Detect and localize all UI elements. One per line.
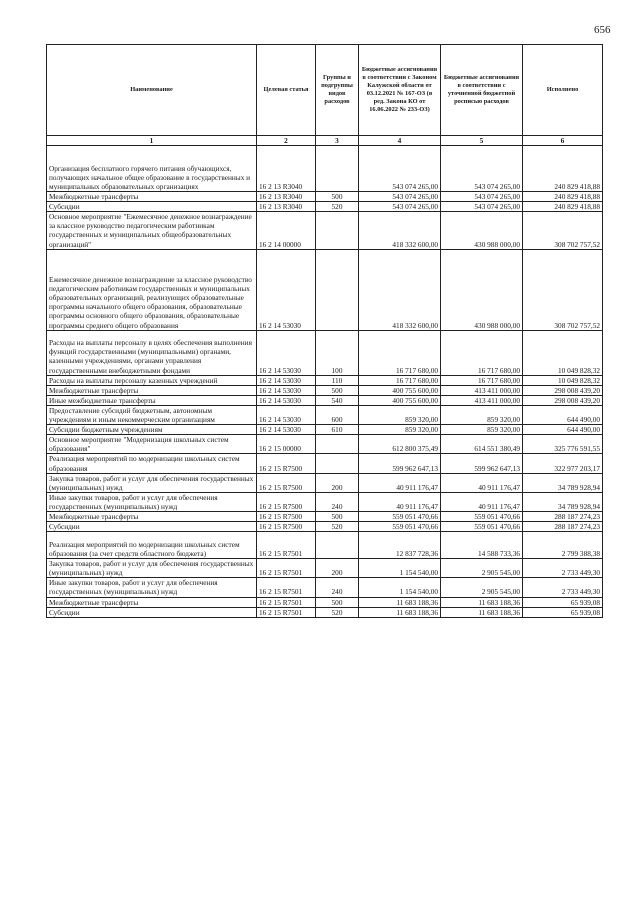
row-target-article: 16 2 15 00000	[257, 435, 316, 454]
table-row	[47, 375, 603, 385]
row-expense-group	[316, 146, 359, 192]
row-refined-amount: 11 683 188,36	[441, 597, 523, 607]
table-row	[47, 146, 603, 192]
row-plan-amount: 40 911 176,47	[359, 473, 441, 492]
row-expense-group: 500	[316, 192, 359, 202]
row-plan-amount: 12 837 728,36	[359, 532, 441, 559]
row-name: Основное мероприятие "Ежемесячное денежное вознаграждение за классное руководство педагогическим работникам государственных и муниципальных общеобразовательных организаций"	[47, 212, 257, 249]
row-executed-amount: 298 008 439,20	[523, 385, 603, 395]
row-refined-amount: 543 074 265,00	[441, 192, 523, 202]
row-plan-amount: 559 051 470,66	[359, 511, 441, 521]
row-plan-amount: 400 755 600,00	[359, 395, 441, 405]
table-row	[47, 435, 603, 454]
row-executed-amount: 240 829 418,88	[523, 146, 603, 192]
row-plan-amount: 859 320,00	[359, 425, 441, 435]
table-row	[47, 597, 603, 607]
row-name: Субсидии	[47, 522, 257, 532]
row-expense-group: 520	[316, 522, 359, 532]
row-plan-amount: 40 911 176,47	[359, 492, 441, 511]
row-target-article: 16 2 15 R7501	[257, 578, 316, 597]
row-target-article: 16 2 15 R7501	[257, 532, 316, 559]
row-plan-amount: 1 154 540,00	[359, 559, 441, 578]
row-expense-group	[316, 435, 359, 454]
table-row	[47, 532, 603, 559]
table-row	[47, 607, 603, 617]
column-number: 2	[257, 136, 316, 146]
row-expense-group	[316, 532, 359, 559]
row-executed-amount: 10 049 828,32	[523, 375, 603, 385]
row-name: Расходы на выплаты персоналу в целях обеспечения выполнения функций государственными (муниципальными) органами, казенными учреждениями, органами управления государственными внебюджетными фондами	[47, 330, 257, 375]
row-executed-amount: 65 939,08	[523, 607, 603, 617]
row-plan-amount: 543 074 265,00	[359, 146, 441, 192]
table-row	[47, 212, 603, 249]
row-refined-amount: 14 588 733,36	[441, 532, 523, 559]
row-target-article: 16 2 15 R7500	[257, 492, 316, 511]
row-expense-group	[316, 249, 359, 330]
row-refined-amount: 2 905 545,00	[441, 559, 523, 578]
row-expense-group: 240	[316, 578, 359, 597]
row-name: Межбюджетные трансферты	[47, 597, 257, 607]
page-number: 656	[594, 24, 611, 36]
column-number: 5	[441, 136, 523, 146]
row-expense-group: 540	[316, 395, 359, 405]
table-row	[47, 492, 603, 511]
row-executed-amount: 644 490,00	[523, 425, 603, 435]
row-expense-group: 520	[316, 202, 359, 212]
row-refined-amount: 413 411 000,00	[441, 385, 523, 395]
row-refined-amount: 16 717 680,00	[441, 375, 523, 385]
row-executed-amount: 65 939,08	[523, 597, 603, 607]
row-plan-amount: 599 962 647,13	[359, 454, 441, 473]
row-target-article: 16 2 14 53030	[257, 405, 316, 424]
row-target-article: 16 2 14 53030	[257, 385, 316, 395]
row-refined-amount: 11 683 188,36	[441, 607, 523, 617]
row-target-article: 16 2 14 53030	[257, 375, 316, 385]
row-executed-amount: 2 799 388,38	[523, 532, 603, 559]
table-row	[47, 559, 603, 578]
header-refined: Бюджетные ассигнования в соответствии с уточненной бюджетной росписью расходов	[441, 45, 523, 136]
row-executed-amount: 644 490,00	[523, 405, 603, 424]
table-row	[47, 330, 603, 375]
row-name: Иные закупки товаров, работ и услуг для обеспечения государственных (муниципальных) нужд	[47, 492, 257, 511]
row-name: Закупка товаров, работ и услуг для обеспечения государственных (муниципальных) нужд	[47, 559, 257, 578]
row-executed-amount: 298 008 439,20	[523, 395, 603, 405]
table-row	[47, 578, 603, 597]
row-plan-amount: 11 683 188,36	[359, 597, 441, 607]
row-plan-amount: 16 717 680,00	[359, 375, 441, 385]
row-name: Реализация мероприятий по модернизации школьных систем образования	[47, 454, 257, 473]
header-plan: Бюджетные ассигнования в соответствии с Законом Калужской области от 03.12.2021 № 167-ОЗ (в ред. Закона КО от 16.06.2022 № 233-ОЗ)	[359, 45, 441, 136]
row-refined-amount: 40 911 176,47	[441, 473, 523, 492]
row-plan-amount: 543 074 265,00	[359, 202, 441, 212]
row-executed-amount: 240 829 418,88	[523, 192, 603, 202]
row-executed-amount: 240 829 418,88	[523, 202, 603, 212]
row-name: Основное мероприятие "Модернизация школьных систем образования"	[47, 435, 257, 454]
column-number-row	[47, 136, 603, 146]
row-executed-amount: 308 702 757,52	[523, 212, 603, 249]
row-expense-group	[316, 454, 359, 473]
row-refined-amount: 543 074 265,00	[441, 146, 523, 192]
row-refined-amount: 599 962 647,13	[441, 454, 523, 473]
table-row	[47, 249, 603, 330]
row-plan-amount: 1 154 540,00	[359, 578, 441, 597]
row-refined-amount: 559 051 470,66	[441, 522, 523, 532]
row-plan-amount: 418 332 600,00	[359, 212, 441, 249]
row-name: Расходы на выплаты персоналу казенных учреждений	[47, 375, 257, 385]
row-executed-amount: 325 776 591,55	[523, 435, 603, 454]
table-row	[47, 192, 603, 202]
row-plan-amount: 418 332 600,00	[359, 249, 441, 330]
row-target-article: 16 2 14 53030	[257, 395, 316, 405]
row-executed-amount: 2 733 449,30	[523, 578, 603, 597]
row-name: Субсидии	[47, 202, 257, 212]
row-refined-amount: 859 320,00	[441, 425, 523, 435]
row-plan-amount: 543 074 265,00	[359, 192, 441, 202]
row-target-article: 16 2 13 R3040	[257, 146, 316, 192]
table-row	[47, 202, 603, 212]
column-number: 6	[523, 136, 603, 146]
row-refined-amount: 16 717 680,00	[441, 330, 523, 375]
row-expense-group: 200	[316, 473, 359, 492]
header-article: Целевая статья	[257, 45, 316, 136]
table-row	[47, 405, 603, 424]
row-plan-amount: 16 717 680,00	[359, 330, 441, 375]
row-name: Межбюджетные трансферты	[47, 385, 257, 395]
row-expense-group: 520	[316, 607, 359, 617]
row-name: Реализация мероприятий по модернизации школьных систем образования (за счет средств областного бюджета)	[47, 532, 257, 559]
row-executed-amount: 2 733 449,30	[523, 559, 603, 578]
row-target-article: 16 2 15 R7500	[257, 473, 316, 492]
row-target-article: 16 2 13 R3040	[257, 202, 316, 212]
row-expense-group	[316, 212, 359, 249]
header-executed: Исполнено	[523, 45, 603, 136]
table-row	[47, 473, 603, 492]
header-name: Наименование	[47, 45, 257, 136]
row-refined-amount: 430 988 000,00	[441, 249, 523, 330]
row-name: Организация бесплатного горячего питания обучающихся, получающих начальное общее образование в государственных и муниципальных образовательных организациях	[47, 146, 257, 192]
row-expense-group: 100	[316, 330, 359, 375]
row-name: Предоставление субсидий бюджетным, автономным учреждениям и иным некоммерческим организациям	[47, 405, 257, 424]
row-plan-amount: 11 683 188,36	[359, 607, 441, 617]
row-plan-amount: 612 800 375,49	[359, 435, 441, 454]
row-target-article: 16 2 15 R7501	[257, 597, 316, 607]
row-refined-amount: 859 320,00	[441, 405, 523, 424]
row-target-article: 16 2 14 53030	[257, 330, 316, 375]
row-refined-amount: 413 411 000,00	[441, 395, 523, 405]
row-name: Субсидии бюджетным учреждениям	[47, 425, 257, 435]
row-executed-amount: 288 187 274,23	[523, 511, 603, 521]
row-target-article: 16 2 15 R7500	[257, 522, 316, 532]
row-name: Иные закупки товаров, работ и услуг для обеспечения государственных (муниципальных) нужд	[47, 578, 257, 597]
row-executed-amount: 10 049 828,32	[523, 330, 603, 375]
table-row	[47, 425, 603, 435]
row-plan-amount: 559 051 470,66	[359, 522, 441, 532]
row-target-article: 16 2 15 R7500	[257, 454, 316, 473]
table-row	[47, 385, 603, 395]
column-number: 3	[316, 136, 359, 146]
row-target-article: 16 2 13 R3040	[257, 192, 316, 202]
table-row	[47, 395, 603, 405]
row-expense-group: 600	[316, 405, 359, 424]
row-name: Иные межбюджетные трансферты	[47, 395, 257, 405]
row-refined-amount: 543 074 265,00	[441, 202, 523, 212]
row-expense-group: 200	[316, 559, 359, 578]
row-target-article: 16 2 14 53030	[257, 425, 316, 435]
header-row	[47, 45, 603, 136]
row-target-article: 16 2 14 53030	[257, 249, 316, 330]
header-group: Группы и подгруппы видов расходов	[316, 45, 359, 136]
row-executed-amount: 322 977 203,17	[523, 454, 603, 473]
row-expense-group: 110	[316, 375, 359, 385]
row-refined-amount: 559 051 470,66	[441, 511, 523, 521]
row-expense-group: 240	[316, 492, 359, 511]
row-expense-group: 500	[316, 511, 359, 521]
row-expense-group: 610	[316, 425, 359, 435]
row-name: Межбюджетные трансферты	[47, 192, 257, 202]
row-refined-amount: 430 988 000,00	[441, 212, 523, 249]
column-number: 4	[359, 136, 441, 146]
table-row	[47, 522, 603, 532]
row-executed-amount: 34 789 928,94	[523, 473, 603, 492]
table-row	[47, 511, 603, 521]
row-target-article: 16 2 15 R7501	[257, 607, 316, 617]
row-executed-amount: 288 187 274,23	[523, 522, 603, 532]
row-refined-amount: 40 911 176,47	[441, 492, 523, 511]
row-executed-amount: 34 789 928,94	[523, 492, 603, 511]
row-target-article: 16 2 14 00000	[257, 212, 316, 249]
row-expense-group: 500	[316, 597, 359, 607]
table-row	[47, 454, 603, 473]
row-executed-amount: 308 702 757,52	[523, 249, 603, 330]
row-plan-amount: 400 755 600,00	[359, 385, 441, 395]
row-plan-amount: 859 320,00	[359, 405, 441, 424]
column-number: 1	[47, 136, 257, 146]
row-name: Субсидии	[47, 607, 257, 617]
row-refined-amount: 614 551 380,49	[441, 435, 523, 454]
row-expense-group: 500	[316, 385, 359, 395]
row-target-article: 16 2 15 R7500	[257, 511, 316, 521]
row-name: Ежемесячное денежное вознаграждение за классное руководство педагогическим работникам государственных и муниципальных образовательных организаций, реализующих образовательные программы начального общего образования, образовательные программы основного общего образования, образовательные программы среднего общего образования	[47, 249, 257, 330]
row-target-article: 16 2 15 R7501	[257, 559, 316, 578]
budget-table	[46, 44, 603, 618]
row-name: Закупка товаров, работ и услуг для обеспечения государственных (муниципальных) нужд	[47, 473, 257, 492]
row-name: Межбюджетные трансферты	[47, 511, 257, 521]
row-refined-amount: 2 905 545,00	[441, 578, 523, 597]
